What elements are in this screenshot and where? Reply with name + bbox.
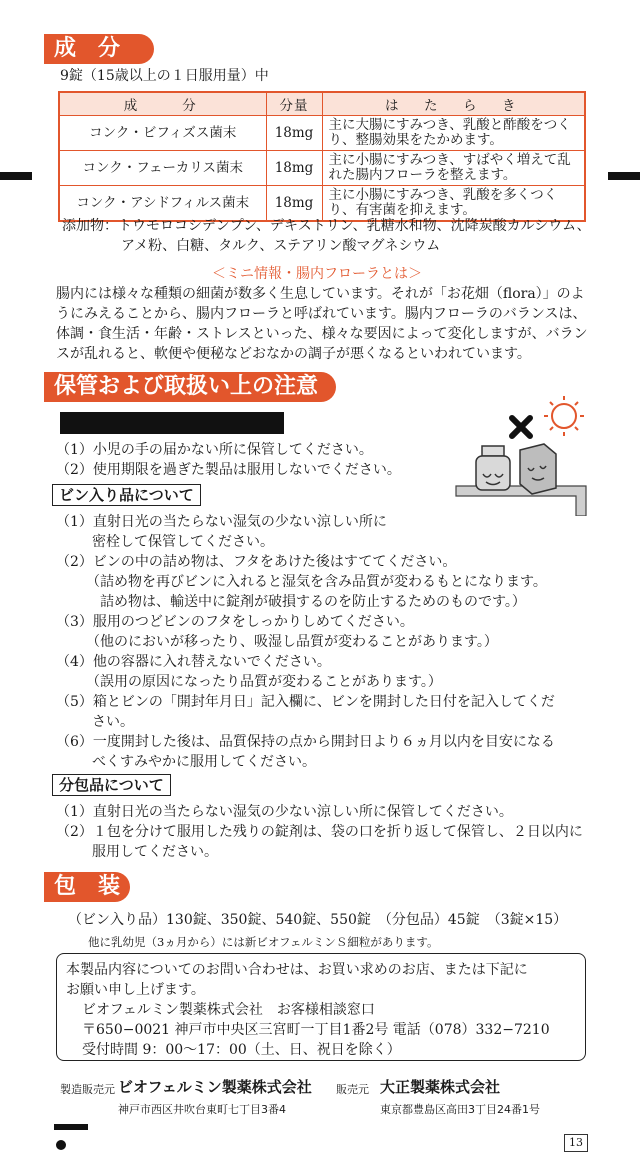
packet-section-title: 分包品について: [52, 774, 171, 796]
ingredient-amount: 18mg: [266, 151, 322, 186]
box-icon: [520, 444, 556, 494]
additives-line-1: 添加物：トウモロコシデンプン、デキストリン、乳糖水和物、沈降炭酸カルシウム、: [62, 218, 591, 234]
bottle-line: （6）一度開封した後は、品質保持の点から開封日より６ヵ月以内を目安になる: [56, 734, 555, 750]
mini-info-line: スが乱れると、軟便や便秘などおなかの調子が悪くなるといわれています。: [56, 346, 531, 362]
package-header: 包 装: [44, 872, 130, 902]
sunlight-warning-illustration: [452, 392, 590, 516]
contact-line: ビオフェルミン製薬株式会社 お客様相談窓口: [82, 1002, 375, 1018]
bottle-icon: [476, 446, 510, 490]
ingredient-name: コンク・フェーカリス菌末: [59, 151, 266, 186]
mini-info-line: 腸内には様々な種類の細菌が数多く生息しています。それが「お花畑（flora）」のよ: [56, 286, 585, 302]
bottle-line: さい。: [92, 714, 134, 730]
ingredient-amount: 18mg: [266, 116, 322, 151]
right-edge-mark: [608, 172, 640, 180]
general-note: （2）使用期限を過ぎた製品は服用しないでください。: [56, 462, 401, 478]
column-header: は た ら き: [322, 92, 585, 116]
left-edge-mark: [0, 172, 32, 180]
mini-info-title: ＜ミニ情報・腸内フローラとは＞: [212, 266, 422, 282]
bottle-line: べくすみやかに服用してください。: [92, 754, 316, 770]
package-note: 他に乳幼児（3ヵ月から）には新ビオフェルミンＳ細粒があります。: [88, 935, 439, 949]
contact-line: 受付時間 9：00〜17：00（土、日、祝日を除く）: [82, 1042, 401, 1058]
contact-line: お願い申し上げます。: [66, 982, 205, 998]
packet-line: （2）１包を分けて服用した残りの錠剤は、袋の口を折り返して保管し、２日以内に: [56, 824, 583, 840]
ingredients-header: 成 分: [44, 34, 154, 64]
sun-icon: [544, 396, 584, 436]
seller-label: 販売元: [336, 1083, 369, 1096]
packet-line: 服用してください。: [92, 844, 218, 860]
bottle-line: （4）他の容器に入れ替えないでください。: [56, 654, 331, 670]
bottle-line: （5）箱とビンの「開封年月日」記入欄に、ビンを開封した日付を記入してくだ: [56, 694, 555, 710]
ingredient-action: 主に小腸にすみつき、すばやく増えて乱れた腸内フローラを整えます。: [322, 151, 585, 186]
bottle-line: 密栓して保管してください。: [92, 534, 274, 550]
bottle-line: （他のにおいが移ったり、吸湿し品質が変わることがあります。）: [86, 634, 498, 650]
column-header: 分量: [266, 92, 322, 116]
ingredients-table: [58, 91, 586, 222]
bottle-line: （2）ビンの中の詰め物は、フタをあけた後はすててください。: [56, 554, 457, 570]
maker-label: 製造販売元: [60, 1083, 115, 1096]
general-note: （1）小児の手の届かない所に保管してください。: [56, 442, 373, 458]
redacted-bar: [60, 412, 284, 434]
seller-name: 大正製薬株式会社: [380, 1078, 501, 1096]
dose-text: 9錠（15歳以上の１日服用量）中: [60, 68, 269, 84]
ingredient-amount: 18mg: [266, 186, 322, 222]
table-row: [59, 151, 585, 186]
bottle-line: （3）服用のつどビンのフタをしっかりしめてください。: [56, 614, 414, 630]
storage-header: 保管および取扱い上の注意: [44, 372, 336, 402]
ingredient-action: 主に小腸にすみつき、乳酸を多くつくり、有害菌を抑えます。: [322, 186, 585, 222]
bottle-line: （詰め物を再びビンに入れると湿気を含み品質が変わるもとになります。: [86, 574, 547, 590]
table-header-row: [59, 92, 585, 116]
mini-info-line: うにみえることから、腸内フローラと呼ばれています。腸内フローラのバランスは、: [56, 306, 587, 322]
bottle-section-title: ビン入り品について: [52, 484, 201, 506]
bottom-bar-mark: [54, 1124, 88, 1130]
cross-mark-icon: [512, 418, 530, 436]
page-number: 13: [564, 1134, 588, 1152]
maker-name: ビオフェルミン製薬株式会社: [118, 1078, 312, 1096]
column-header: 成 分: [59, 92, 266, 116]
table-row: [59, 116, 585, 151]
package-line: （ビン入り品）130錠、350錠、540錠、550錠 （分包品）45錠 （3錠×15）: [68, 912, 568, 928]
bottle-line: 詰め物は、輸送中に錠剤が破損するのを防止するためのものです。）: [100, 594, 526, 610]
seller-address: 東京都豊島区高田3丁目24番1号: [380, 1103, 540, 1116]
bottle-line: （誤用の原因になったり品質が変わることがあります。）: [86, 674, 442, 690]
bottle-line: （1）直射日光の当たらない湿気の少ない涼しい所に: [56, 514, 387, 530]
shelf-icon: [456, 486, 586, 516]
additives-line-2: アメ粉、白糖、タルク、ステアリン酸マグネシウム: [121, 238, 441, 254]
bottom-dot-mark: [56, 1140, 66, 1150]
packet-line: （1）直射日光の当たらない湿気の少ない涼しい所に保管してください。: [56, 804, 513, 820]
contact-line: 〒650−0021 神戸市中央区三宮町一丁目1番2号 電話（078）332−7210: [82, 1022, 550, 1038]
contact-line: 本製品内容についてのお問い合わせは、お買い求めのお店、または下記に: [66, 962, 528, 978]
mini-info-line: 体調・食生活・年齢・ストレスといった、様々な要因によって変化しますが、バラン: [56, 326, 588, 342]
ingredient-name: コンク・アシドフィルス菌末: [59, 186, 266, 222]
ingredient-name: コンク・ビフィズス菌末: [59, 116, 266, 151]
ingredient-action: 主に大腸にすみつき、乳酸と酢酸をつくり、整腸効果をたかめます。: [322, 116, 585, 151]
maker-address: 神戸市西区井吹台東町七丁目3番4: [118, 1103, 286, 1116]
